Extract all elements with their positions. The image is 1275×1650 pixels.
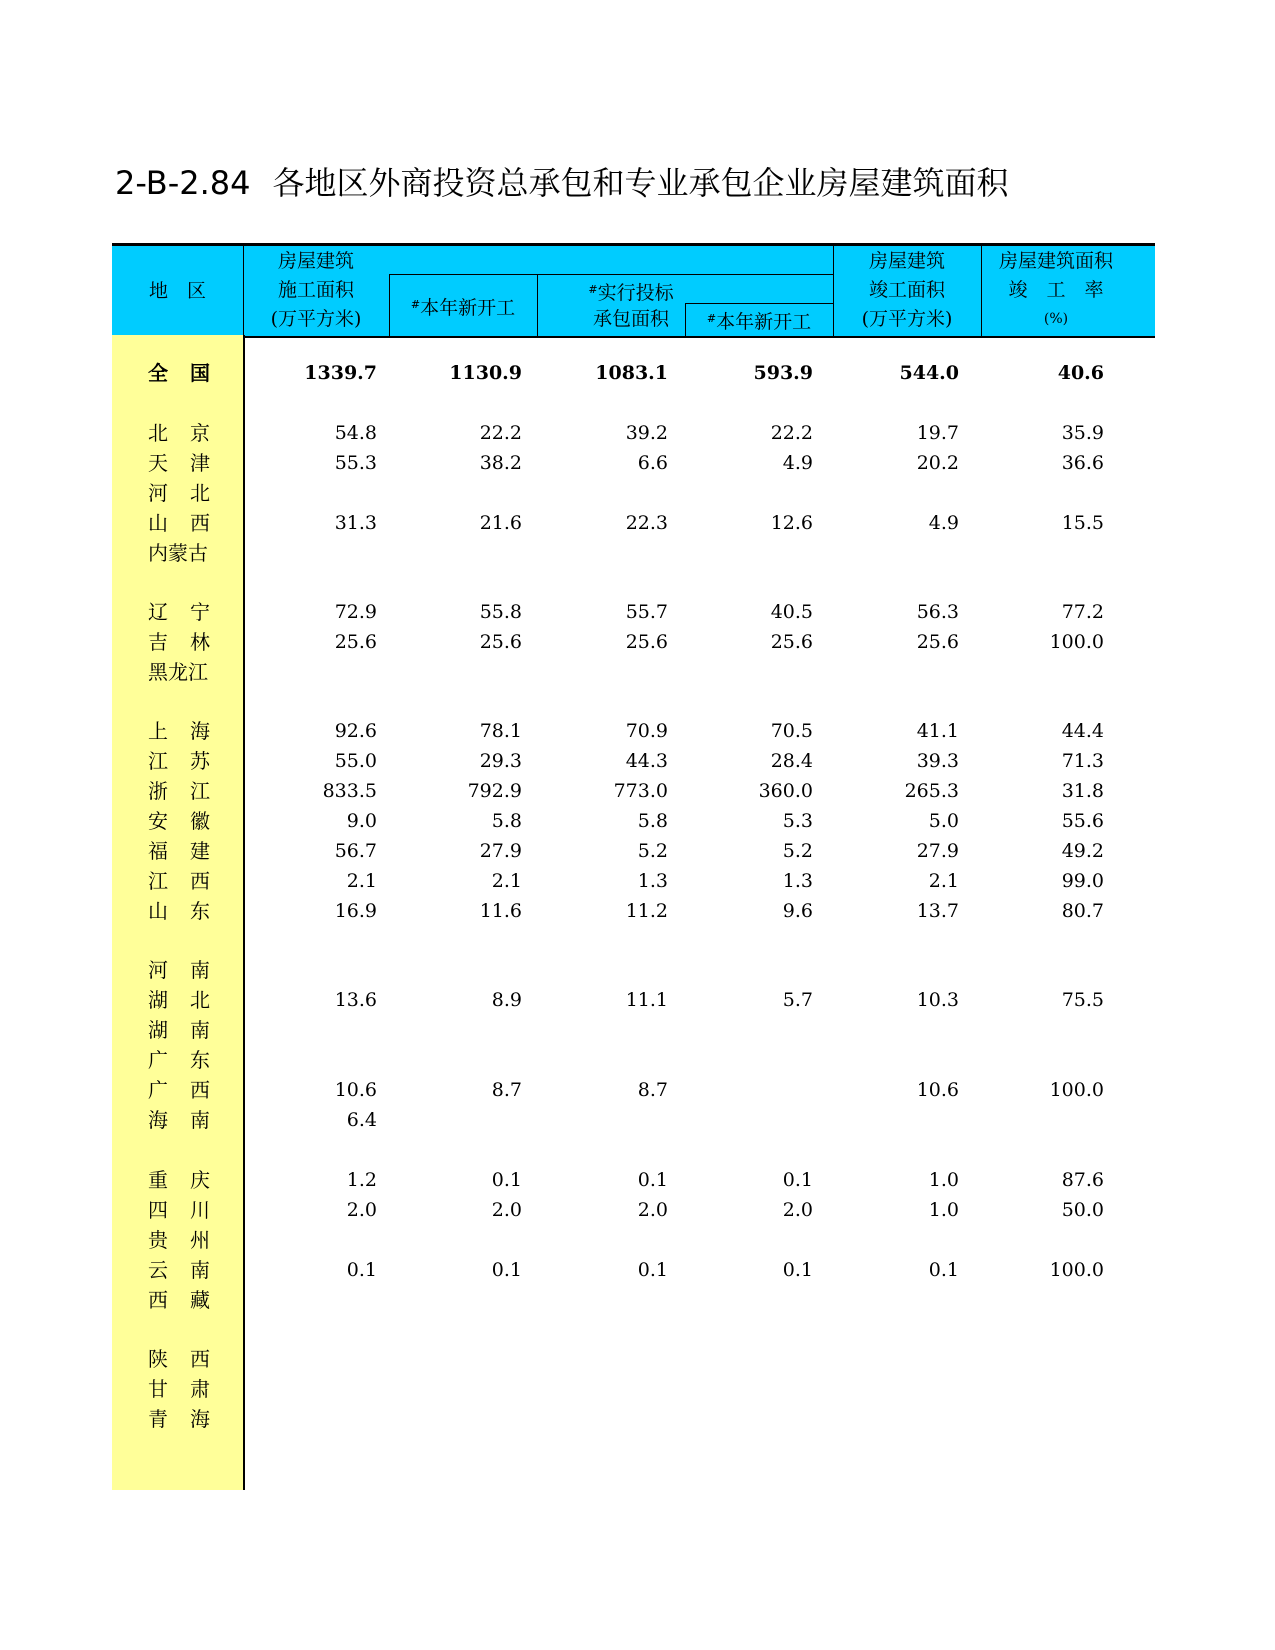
cell-col1: 55.3	[334, 452, 377, 474]
cell-col6: 36.6	[1061, 452, 1104, 474]
cell-col6: 15.5	[1061, 512, 1104, 534]
cell-col4: 2.0	[782, 1199, 813, 1221]
table-row	[0, 418, 1275, 448]
table-row	[0, 746, 1275, 776]
cell-col1: 25.6	[334, 631, 377, 653]
cell-col6: 44.4	[1061, 720, 1104, 742]
cell-col1: 0.1	[346, 1259, 377, 1281]
table-row	[0, 448, 1275, 478]
cell-col3: 2.0	[637, 1199, 668, 1221]
region-label-char: 西	[190, 1347, 210, 1371]
cell-col1: 56.7	[334, 840, 377, 862]
region-label-char: 天	[148, 451, 168, 475]
cell-col2: 0.1	[491, 1169, 522, 1191]
region-label-char: 福	[148, 839, 168, 863]
table-row	[0, 716, 1275, 746]
region-label-char: 津	[190, 451, 210, 475]
header-col4	[685, 304, 833, 337]
cell-col3: 70.9	[625, 720, 668, 742]
cell-col2: 25.6	[479, 631, 522, 653]
region-label: 黑龙江	[148, 660, 208, 684]
cell-col5: 19.7	[916, 422, 959, 444]
table-row	[0, 538, 1275, 568]
header-col3-line2: 承包面积	[592, 308, 669, 330]
header-col6-line2: 竣 工 率	[1008, 279, 1104, 301]
region-label-char: 西	[190, 1078, 210, 1102]
cell-col6: 100.0	[1049, 1079, 1104, 1101]
header-col1-line2: 施工面积	[277, 279, 354, 301]
region-label-char: 山	[148, 511, 168, 535]
table-row	[0, 1195, 1275, 1225]
region-label-char: 海	[148, 1108, 168, 1132]
table-row	[0, 1165, 1275, 1195]
cell-col4: 5.2	[782, 840, 813, 862]
region-label-char: 河	[148, 481, 168, 505]
cell-col4: 40.5	[770, 601, 813, 623]
region-label-char: 广	[148, 1048, 168, 1072]
cell-col4: 5.3	[782, 810, 813, 832]
cell-col1: 13.6	[334, 989, 377, 1011]
cell-col5: 13.7	[916, 900, 959, 922]
region-label-char: 辽	[148, 600, 168, 624]
header-region: 地 区	[148, 280, 206, 302]
table-row	[0, 508, 1275, 538]
cell-col3: 1.3	[637, 870, 668, 892]
cell-col1: 55.0	[334, 750, 377, 772]
table-row	[0, 896, 1275, 926]
cell-col5: 41.1	[916, 720, 959, 742]
region-label-char: 西	[148, 1288, 168, 1312]
table-row	[0, 776, 1275, 806]
cell-col5: 39.3	[916, 750, 959, 772]
region-label-char: 藏	[190, 1288, 210, 1312]
table-row	[0, 1015, 1275, 1045]
cell-col1: 16.9	[334, 900, 377, 922]
cell-col1: 9.0	[346, 810, 377, 832]
header-col3-mark: #	[588, 283, 598, 296]
cell-col2: 5.8	[491, 810, 522, 832]
region-label-char: 湖	[148, 1018, 168, 1042]
header-col2-label: 本年新开工	[420, 297, 516, 319]
header-col5-line3: (万平方米)	[861, 308, 953, 330]
cell-col2: 1130.9	[449, 362, 522, 384]
cell-col2: 11.6	[479, 900, 522, 922]
header-col1-line1: 房屋建筑	[277, 250, 354, 272]
cell-col6: 35.9	[1061, 422, 1104, 444]
cell-col3: 8.7	[637, 1079, 668, 1101]
cell-col4: 25.6	[770, 631, 813, 653]
table-header	[112, 243, 1155, 338]
table-row	[0, 1404, 1275, 1434]
table-row	[0, 1285, 1275, 1315]
region-label-char: 北	[148, 421, 168, 445]
cell-col5: 20.2	[916, 452, 959, 474]
header-col2-mark: #	[410, 298, 421, 311]
cell-col2: 0.1	[491, 1259, 522, 1281]
cell-col5: 544.0	[899, 362, 959, 384]
region-label-char: 东	[190, 899, 210, 923]
region-label-char: 江	[148, 749, 168, 773]
header-col4-mark: #	[706, 312, 717, 325]
region-label-char: 海	[190, 1407, 210, 1431]
table-row	[0, 1105, 1275, 1135]
cell-col1: 10.6	[334, 1079, 377, 1101]
cell-col6: 100.0	[1049, 1259, 1104, 1281]
cell-col1: 2.1	[346, 870, 377, 892]
region-label-char: 河	[148, 958, 168, 982]
cell-col5: 27.9	[916, 840, 959, 862]
cell-col3: 22.3	[625, 512, 668, 534]
cell-col3: 773.0	[613, 780, 668, 802]
region-label-char: 青	[148, 1407, 168, 1431]
region-label-char: 陕	[148, 1347, 168, 1371]
header-col5-line2: 竣工面积	[868, 279, 945, 301]
region-label-char: 甘	[148, 1377, 168, 1401]
table-code: 2-B-2.84	[115, 164, 251, 202]
region-label-char: 浙	[148, 779, 168, 803]
cell-col3: 6.6	[637, 452, 668, 474]
region-label-char: 庆	[190, 1168, 210, 1192]
cell-col1: 1339.7	[304, 362, 377, 384]
region-label-char: 湖	[148, 988, 168, 1012]
region-label-char: 北	[190, 481, 210, 505]
cell-col1: 31.3	[334, 512, 377, 534]
region-label-char: 南	[190, 958, 210, 982]
cell-col1: 1.2	[346, 1169, 377, 1191]
header-col1-line3: (万平方米)	[270, 308, 362, 330]
region-label-char: 贵	[148, 1228, 168, 1252]
cell-col4: 360.0	[758, 780, 813, 802]
cell-col4: 1.3	[782, 870, 813, 892]
header-col6-line1: 房屋建筑面积	[998, 250, 1113, 272]
cell-col1: 6.4	[346, 1109, 377, 1131]
cell-col2: 55.8	[479, 601, 522, 623]
table-row	[0, 657, 1275, 687]
cell-col3: 25.6	[625, 631, 668, 653]
header-col6-line3: (%)	[1043, 311, 1069, 327]
table-row	[0, 1344, 1275, 1374]
header-col2	[389, 290, 537, 323]
cell-col4: 5.7	[782, 989, 813, 1011]
region-label-char: 四	[148, 1198, 168, 1222]
cell-col5: 10.3	[916, 989, 959, 1011]
cell-col6: 40.6	[1057, 362, 1104, 384]
region-label-char: 全	[148, 361, 168, 385]
page-title	[115, 158, 1009, 204]
cell-col1: 72.9	[334, 601, 377, 623]
table-row	[0, 478, 1275, 508]
region-label-char: 东	[190, 1048, 210, 1072]
region-label-char: 山	[148, 899, 168, 923]
cell-col3: 5.8	[637, 810, 668, 832]
cell-col3: 5.2	[637, 840, 668, 862]
cell-col6: 87.6	[1061, 1169, 1104, 1191]
region-label: 内蒙古	[148, 541, 208, 565]
region-label-char: 海	[190, 719, 210, 743]
cell-col5: 56.3	[916, 601, 959, 623]
cell-col6: 99.0	[1061, 870, 1104, 892]
cell-col6: 31.8	[1061, 780, 1104, 802]
region-label-char: 京	[190, 421, 210, 445]
cell-col2: 27.9	[479, 840, 522, 862]
region-label-char: 吉	[148, 630, 168, 654]
cell-col1: 833.5	[322, 780, 377, 802]
cell-col6: 100.0	[1049, 631, 1104, 653]
cell-col3: 0.1	[637, 1169, 668, 1191]
cell-col4: 12.6	[770, 512, 813, 534]
region-label-char: 肃	[190, 1377, 210, 1401]
cell-col5: 25.6	[916, 631, 959, 653]
cell-col3: 11.2	[625, 900, 668, 922]
cell-col5: 2.1	[928, 870, 959, 892]
region-label-char: 南	[190, 1258, 210, 1282]
cell-col6: 55.6	[1061, 810, 1104, 832]
region-label-char: 西	[190, 869, 210, 893]
cell-col3: 1083.1	[595, 362, 668, 384]
region-label-char: 上	[148, 719, 168, 743]
table-row	[0, 627, 1275, 657]
cell-col2: 2.1	[491, 870, 522, 892]
region-label-char: 西	[190, 511, 210, 535]
cell-col6: 80.7	[1061, 900, 1104, 922]
table-row	[0, 1045, 1275, 1075]
region-label-char: 国	[190, 361, 210, 385]
cell-col2: 8.7	[491, 1079, 522, 1101]
table-row	[0, 806, 1275, 836]
cell-col5: 4.9	[928, 512, 959, 534]
cell-col2: 2.0	[491, 1199, 522, 1221]
table-row	[0, 955, 1275, 985]
cell-col5: 1.0	[928, 1169, 959, 1191]
table-title: 各地区外商投资总承包和专业承包企业房屋建筑面积	[272, 164, 1009, 202]
cell-col4: 593.9	[753, 362, 813, 384]
cell-col1: 54.8	[334, 422, 377, 444]
cell-col2: 78.1	[479, 720, 522, 742]
cell-col5: 0.1	[928, 1259, 959, 1281]
region-label-char: 苏	[190, 749, 210, 773]
cell-col5: 5.0	[928, 810, 959, 832]
cell-col5: 10.6	[916, 1079, 959, 1101]
cell-col1: 2.0	[346, 1199, 377, 1221]
region-label-char: 重	[148, 1168, 168, 1192]
cell-col5: 1.0	[928, 1199, 959, 1221]
table-row	[0, 985, 1275, 1015]
region-label-char: 林	[190, 630, 210, 654]
region-label-char: 北	[190, 988, 210, 1012]
cell-col6: 75.5	[1061, 989, 1104, 1011]
cell-col2: 21.6	[479, 512, 522, 534]
cell-col6: 71.3	[1061, 750, 1104, 772]
cell-col3: 44.3	[625, 750, 668, 772]
region-label-char: 安	[148, 809, 168, 833]
cell-col2: 38.2	[479, 452, 522, 474]
region-label-char: 南	[190, 1018, 210, 1042]
region-label-char: 云	[148, 1258, 168, 1282]
cell-col2: 8.9	[491, 989, 522, 1011]
region-label-char: 宁	[190, 600, 210, 624]
cell-col4: 0.1	[782, 1259, 813, 1281]
region-label-char: 江	[190, 779, 210, 803]
cell-col2: 29.3	[479, 750, 522, 772]
table-row	[0, 1374, 1275, 1404]
cell-col4: 28.4	[770, 750, 813, 772]
cell-col3: 55.7	[625, 601, 668, 623]
cell-col3: 39.2	[625, 422, 668, 444]
cell-col4: 4.9	[782, 452, 813, 474]
cell-col6: 50.0	[1061, 1199, 1104, 1221]
region-label-char: 广	[148, 1078, 168, 1102]
cell-col4: 0.1	[782, 1169, 813, 1191]
table-row	[0, 1075, 1275, 1105]
region-label-char: 江	[148, 869, 168, 893]
cell-col3: 11.1	[625, 989, 668, 1011]
header-col5-line1: 房屋建筑	[868, 250, 945, 272]
region-label-char: 建	[190, 839, 210, 863]
table-row-total	[0, 358, 1275, 388]
header-col4-label: 本年新开工	[716, 311, 812, 333]
cell-col2: 22.2	[479, 422, 522, 444]
region-label-char: 徽	[190, 809, 210, 833]
cell-col6: 77.2	[1061, 601, 1104, 623]
region-label-char: 川	[190, 1198, 210, 1222]
table-row	[0, 597, 1275, 627]
cell-col4: 22.2	[770, 422, 813, 444]
region-label-char: 南	[190, 1108, 210, 1132]
region-label-char: 州	[190, 1228, 210, 1252]
table-row	[0, 1255, 1275, 1285]
cell-col2: 792.9	[467, 780, 522, 802]
header-col3-label: 实行投标	[597, 282, 674, 304]
cell-col4: 70.5	[770, 720, 813, 742]
table-row	[0, 836, 1275, 866]
cell-col3: 0.1	[637, 1259, 668, 1281]
table-row	[0, 1225, 1275, 1255]
cell-col6: 49.2	[1061, 840, 1104, 862]
cell-col1: 92.6	[334, 720, 377, 742]
table-row	[0, 866, 1275, 896]
cell-col5: 265.3	[904, 780, 959, 802]
cell-col4: 9.6	[782, 900, 813, 922]
